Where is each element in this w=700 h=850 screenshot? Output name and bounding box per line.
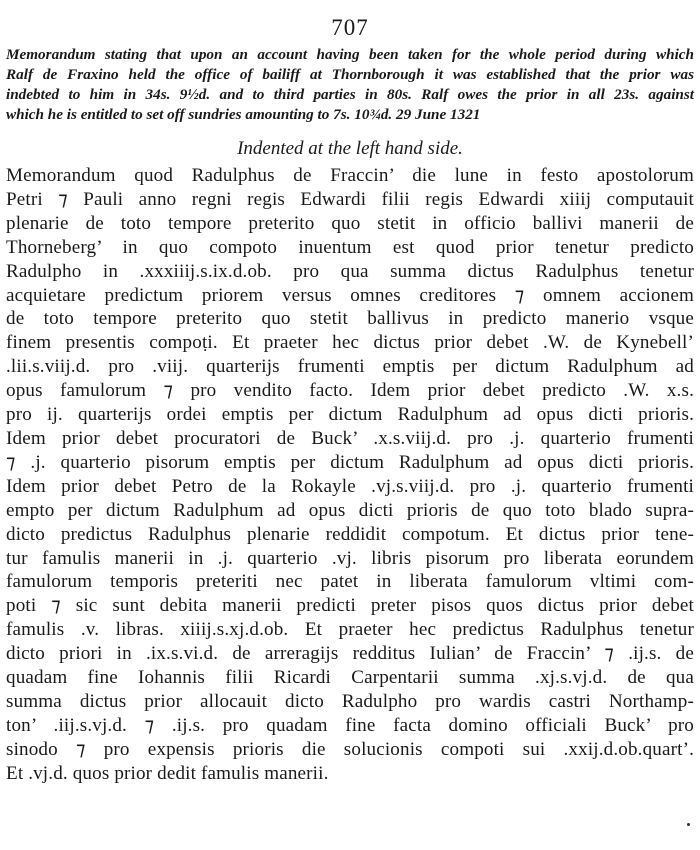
body-line: dicto predictus Radulphus plenarie reddidit compotum. Et dictus prior tene-	[6, 523, 694, 545]
stray-mark	[687, 823, 690, 826]
body-line: summa dictus prior allocauit dicto Radulpho pro wardis castri Northamp-	[6, 690, 694, 712]
body-line: ⁊ .j. quarterio pisorum emptis per dictum Radulphum ad opus dicti prioris.	[6, 451, 694, 473]
body-line: Thorneberg’ in quo compoto inuentum est quod prior tenetur predicto	[6, 236, 694, 258]
page-number: 707	[331, 15, 369, 40]
body-line: poti ⁊ sic sunt debita manerii predicti preter pisos quos dictus prior debet	[6, 595, 694, 617]
body-line: Memorandum quod Radulphus de Fraccin’ die lune in festo apostolorum	[6, 165, 694, 186]
body-line: dicto priori in .ix.s.vi.d. de arreragijs redditus Iulian’ de Fraccin’ ⁊ .ij.s. de	[6, 643, 694, 665]
body-line: empto per dictum Radulphum ad opus dicti prioris de quo toto blado supra-	[6, 499, 694, 521]
body-line: acquietare predictum priorem versus omnes creditores ⁊ omnem accionem	[6, 284, 694, 306]
body-line: famulorum temporis preteriti nec patet in liberata famulorum vltimi com-	[6, 571, 694, 593]
summary-line: Memorandum stating that upon an account having been taken for the whole period during which	[6, 46, 694, 63]
body-paragraph	[6, 164, 694, 786]
summary-line: Ralf de Fraxino held the office of bailiff at Thornborough it was established that the prior was	[6, 66, 694, 83]
body-line: .lii.s.viij.d. pro .viij. quarterijs frumenti emptis per dictum Radulphum ad	[6, 356, 694, 378]
body-line: Radulpho in .xxxiiij.s.ix.d.ob. pro qua summa dictus Radulphus tenetur	[6, 260, 694, 282]
body-line: quadam fine Iohannis filii Ricardi Carpentarii summa .xj.s.vj.d. de qua	[6, 667, 694, 689]
body-line: Idem prior debet Petro de la Rokayle .vj.s.viij.d. pro .j. quarterio frumenti	[6, 475, 694, 497]
body-line: finem presentis compoṭi. Et praeter hec dictus prior debet .W. de Kynebell’	[6, 332, 694, 354]
body-line: Petri ⁊ Pauli anno regni regis Edwardi filii regis Edwardi xiiij computauit	[6, 188, 694, 210]
body-line: de toto tempore preterito quo stetit ballivus in predicto manerio vsque	[6, 308, 694, 330]
summary-paragraph	[6, 45, 694, 125]
body-line: tur famulis manerii in .j. quarterio .vj. libris pisorum pro liberata eorundem	[6, 547, 694, 569]
body-line: famulis .v. libras. xiiij.s.xj.d.ob. Et praeter hec predictus Radulphus tenetur	[6, 619, 694, 641]
body-line: plenarie de toto tempore preterito quo stetit in officio ballivi manerii de	[6, 212, 694, 234]
body-line: pro ij. quarterijs ordei emptis per dictum Radulphum ad opus dicti prioris.	[6, 404, 694, 426]
summary-line: indebted to him in 34s. 9½d. and to third parties in 80s. Ralf owes the prior in all 23s. against	[6, 86, 694, 103]
body-line: Idem prior debet procuratori de Buck’ .x.s.viij.d. pro .j. quarterio frumenti	[6, 427, 694, 449]
body-line: opus famulorum ⁊ pro vendito facto. Idem prior debet predicto .W. x.s.	[6, 380, 694, 402]
body-line: Et .vj.d. quos prior dedit famulis manerii.	[6, 762, 329, 784]
summary-line: which he is entitled to set off sundries amounting to 7s. 10¾d. 29 June 1321	[6, 106, 481, 123]
section-heading: Indented at the left hand side.	[237, 138, 463, 159]
body-line: sinodo ⁊ pro expensis prioris die solucionis compoti sui .xxij.d.ob.quart’.	[6, 738, 694, 760]
body-line: ton’ .iij.s.vj.d. ⁊ .ij.s. pro quadam fine facta domino officiali Buck’ pro	[6, 714, 694, 736]
